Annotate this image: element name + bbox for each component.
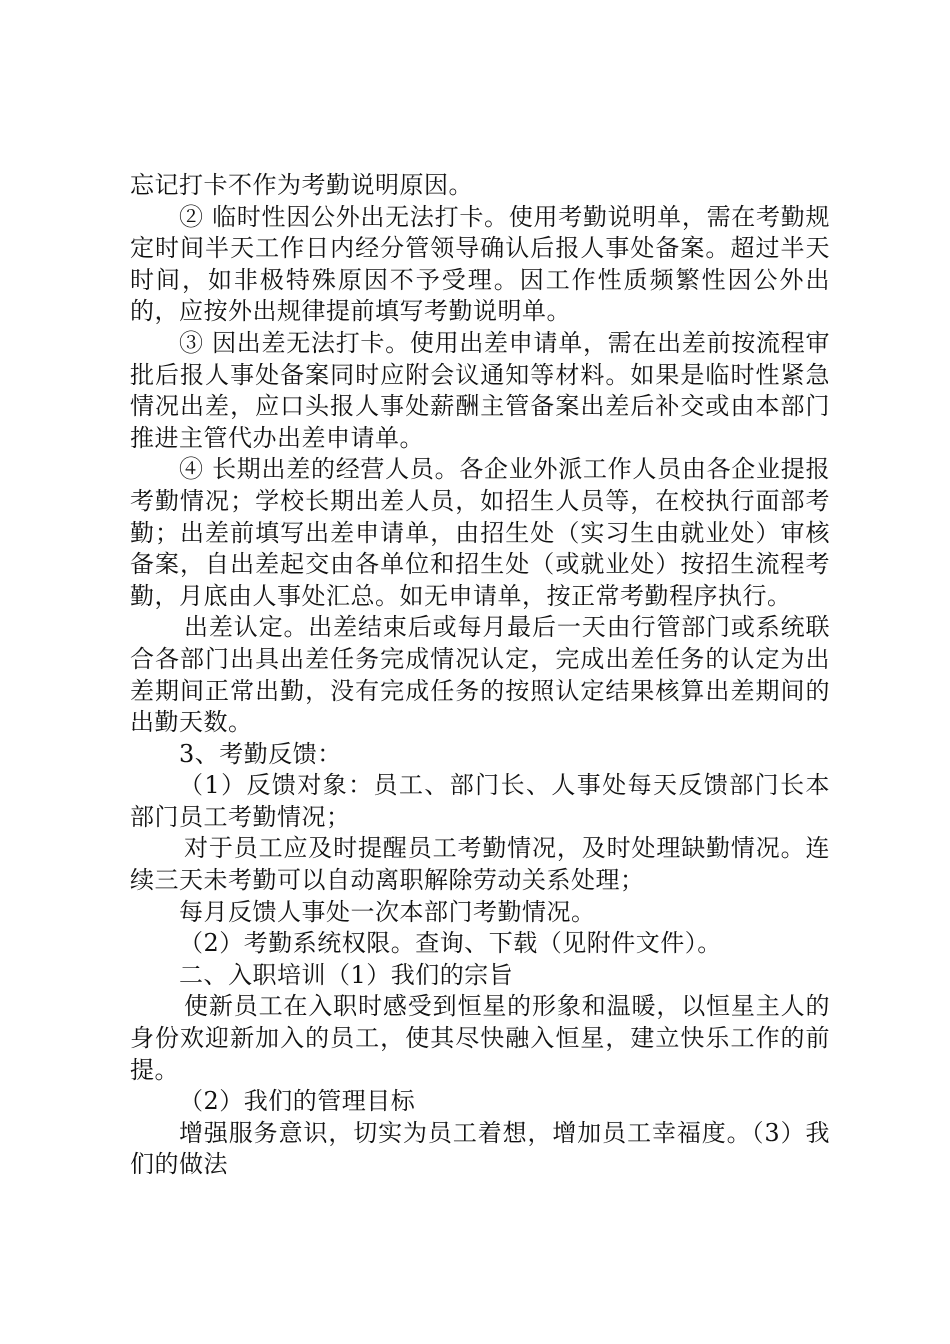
paragraph-9: 每月反馈人事处一次本部门考勤情况。: [179, 897, 596, 926]
paragraph-10: （2）考勤系统权限。查询、下载（见附件文件）。: [179, 929, 722, 958]
paragraph-13: （2）我们的管理目标: [179, 1087, 416, 1116]
paragraph-14: 增强服务意识，切实为员工着想，增加员工幸福度。（3）我们的做法: [130, 1118, 830, 1179]
paragraph-5: 出差认定。出差结束后或每月最后一天由行管部门或系统联合各部门出具出差任务完成情况认定，完成出差任务的认定为出差期间正常出勤，没有完成任务的按照认定结果核算出差期间的出勤天数。: [130, 613, 830, 737]
paragraph-2: ② 临时性因公外出无法打卡。使用考勤说明单，需在考勤规定时间半天工作日内经分管领导确认后报人事处备案。超过半天时间，如非极特殊原因不予受理。因工作性质频繁性因公外出的，应按外出规律提前填写考勤说明单。: [130, 202, 830, 326]
paragraph-3: ③ 因出差无法打卡。使用出差申请单，需在出差前按流程审批后报人事处备案同时应附会议通知等材料。如果是临时性紧急情况出差，应口头报人事处薪酬主管备案出差后补交或由本部门推进主管代办出差申请单。: [130, 328, 830, 452]
paragraph-4: ④ 长期出差的经营人员。各企业外派工作人员由各企业提报考勤情况；学校长期出差人员，如招生人员等，在校执行面部考勤；出差前填写出差申请单，由招生处（实习生由就业处）审核备案，自出差起交由各单位和招生处（或就业处）按招生流程考勤，月底由人事处汇总。如无申请单，按正常考勤程序执行。: [130, 455, 830, 610]
paragraph-1: 忘记打卡不作为考勤说明原因。: [130, 171, 473, 199]
paragraph-12: 使新员工在入职时感受到恒星的形象和温暖，以恒星主人的身份欢迎新加入的员工，使其尽快融入恒星，建立快乐工作的前提。: [130, 992, 830, 1084]
paragraph-11: 二、入职培训（1）我们的宗旨: [179, 960, 514, 989]
paragraph-8: 对于员工应及时提醒员工考勤情况，及时处理缺勤情况。连续三天未考勤可以自动离职解除劳动关系处理；: [130, 834, 830, 895]
paragraph-7: （1）反馈对象：员工、部门长、人事处每天反馈部门长本部门员工考勤情况；: [130, 771, 830, 831]
paragraph-6: 3、考勤反馈：: [179, 739, 342, 768]
document-body: [130, 170, 830, 1181]
